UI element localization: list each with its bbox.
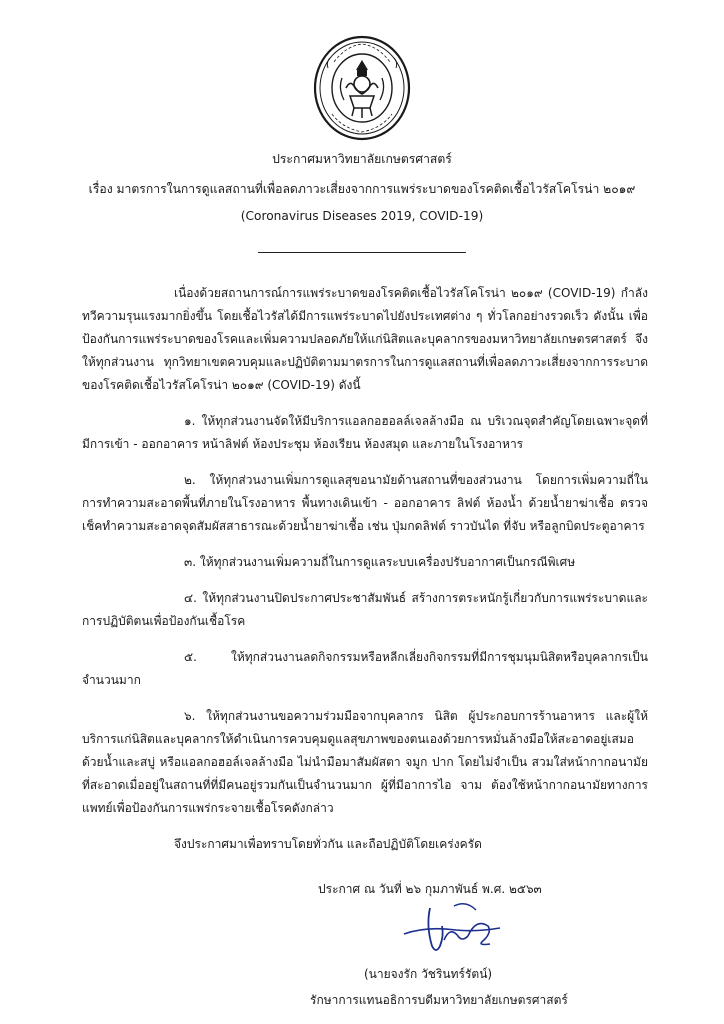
measure-item-6: ๖. ให้ทุกส่วนงานขอความร่วมมือจากบุคลากร นิสิต ผู้ประกอบการร้านอาหาร และผู้ให้บริการแก่นิสิตและบุคลากรให้ดำเนินการควบคุมดูแลสุขภาพของตนเองด้วยการหมั่นล้างมือให้สะอาดอยู่เสมอด้วยน้ำและสบู่ หรือแอลกอฮอล์เจลล้างมือ ไม่นำมือมาสัมผัสตา จมูก ปาก โดยไม่จำเป็น สวมใส่หน้ากากอนามัยที่สะอาดเมื่ออยู่ในสถานที่ที่มีคนอยู่รวมกันเป็นจำนวนมาก ผู้ที่มีอาการไอ จาม ต้องใช้หน้ากากอนามัยทางการแพทย์เพื่อป้องกันการแพร่กระจายเชื้อโรคดังกล่าว [82, 709, 648, 815]
announcement-body [82, 282, 648, 869]
announcement-subject-english: (Coronavirus Diseases 2019, COVID-19) [240, 209, 484, 223]
title-divider [258, 252, 466, 253]
signer-title: รักษาการแทนอธิการบดีมหาวิทยาลัยเกษตรศาสตร์ [310, 993, 568, 1007]
announcement-title: ประกาศมหาวิทยาลัยเกษตรศาสตร์ [272, 152, 452, 166]
closing-statement: จึงประกาศมาเพื่อทราบโดยทั่วกัน และถือปฏิบัติโดยเคร่งครัด [174, 837, 482, 851]
announcement-date: ประกาศ ณ วันที่ ๒๖ กุมภาพันธ์ พ.ศ. ๒๕๖๓ [318, 882, 542, 896]
intro-paragraph: เนื่องด้วยสถานการณ์การแพร่ระบาดของโรคติดเชื้อไวรัสโคโรน่า ๒๐๑๙ (COVID-19) กำลังทวีความรุนแรงมากยิ่งขึ้น โดยเชื้อไวรัสได้มีการแพร่ระบาดไปยังประเทศต่าง ๆ ทั่วโลกอย่างรวดเร็ว ดังนั้น เพื่อป้องกันการแพร่ระบาดของโรคและเพิ่มความปลอดภัยให้แก่นิสิตและบุคลากรของมหาวิทยาลัยเกษตรศาสตร์ จึงให้ทุกส่วนงาน ทุกวิทยาเขตควบคุมและปฏิบัติตามมาตรการในการดูแลสถานที่เพื่อลดภาวะเสี่ยงจากการระบาดของโรคติดเชื้อไวรัสโคโรน่า ๒๐๑๙ (COVID-19) ดังนี้ [82, 286, 649, 392]
measure-item-2: ๒. ให้ทุกส่วนงานเพิ่มการดูแลสุขอนามัยด้านสถานที่ของส่วนงาน โดยการเพิ่มความถี่ในการทำความสะอาดพื้นที่ภายในโรงอาหาร พื้นทางเดินเข้า - ออกอาคาร ลิฟต์ ห้องน้ำ ด้วยน้ำยาฆ่าเชื้อ ตรวจเช็คทำความสะอาดจุดสัมผัสสาธารณะด้วยน้ำยาฆ่าเชื้อ เช่น ปุ่มกดลิฟต์ ราวบันได ที่จับ หรือลูกบิดประตูอาคาร [82, 473, 648, 533]
measure-item-3: ๓. ให้ทุกส่วนงานเพิ่มความถี่ในการดูแลระบบเครื่องปรับอากาศเป็นกรณีพิเศษ [184, 555, 576, 569]
announcement-subject: เรื่อง มาตรการในการดูแลสถานที่เพื่อลดภาวะเสี่ยงจากการแพร่ระบาดของโรคติดเชื้อไวรัสโคโรน่า ๒๐๑๙ [88, 182, 636, 196]
measure-item-1: ๑. ให้ทุกส่วนงานจัดให้มีบริการแอลกอฮอลล์เจลล้างมือ ณ บริเวณจุดสำคัญโดยเฉพาะจุดที่มีการเข้า - ออกอาคาร หน้าลิฟต์ ห้องประชุม ห้องเรียน ห้องสมุด และภายในโรงอาหาร [82, 414, 648, 451]
handwritten-signature-icon [396, 896, 506, 958]
measure-item-4: ๔. ให้ทุกส่วนงานปิดประกาศประชาสัมพันธ์ สร้างการตระหนักรู้เกี่ยวกับการแพร่ระบาดและการปฏิบัติตนเพื่อป้องกันเชื้อโรค [82, 591, 648, 628]
university-seal-icon [312, 34, 412, 142]
signer-name: (นายจงรัก วัชรินทร์รัตน์) [364, 967, 493, 981]
measure-item-5: ๕. ให้ทุกส่วนงานลดกิจกรรมหรือหลีกเลี่ยงกิจกรรมที่มีการชุมนุมนิสิตหรือบุคลากรเป็นจำนวนมาก [82, 650, 648, 687]
